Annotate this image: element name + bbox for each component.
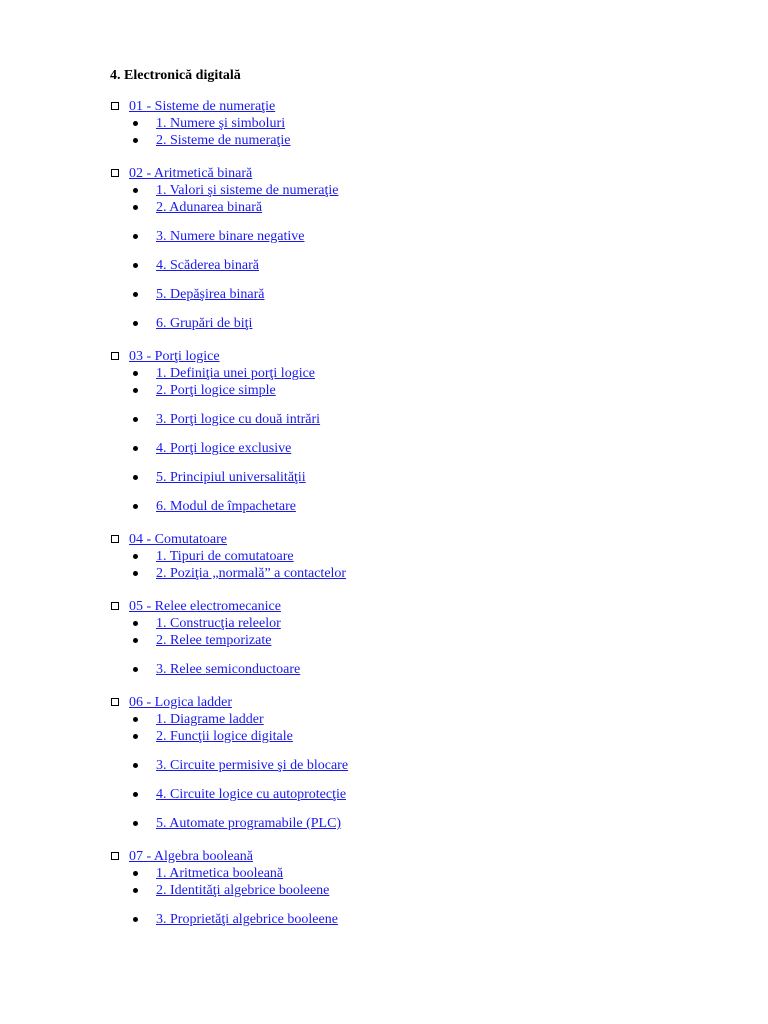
- item-link[interactable]: 2. Porţi logice simple: [156, 383, 276, 398]
- item-link[interactable]: 2. Poziţia „normală” a contactelor: [156, 566, 347, 581]
- section-link-05[interactable]: 05 - Relee electromecanice: [129, 599, 281, 614]
- bullet-icon: [133, 188, 138, 193]
- bullet-icon: [133, 554, 138, 559]
- item-link[interactable]: 3. Proprietăţi algebrice booleene: [156, 912, 338, 927]
- item-link[interactable]: 1. Valori şi sisteme de numeraţie: [156, 183, 339, 198]
- item-link[interactable]: 1. Construcţia releelor: [156, 616, 281, 631]
- bullet-icon: [133, 717, 138, 722]
- section-link-02[interactable]: 02 - Aritmetică binară: [129, 166, 253, 181]
- bullet-icon: [133, 205, 138, 210]
- bullet-icon: [133, 917, 138, 922]
- section-link-07[interactable]: 07 - Algebra booleană: [129, 849, 254, 864]
- bullet-icon: [133, 292, 138, 297]
- item-link[interactable]: 2. Relee temporizate: [156, 633, 272, 648]
- bullet-icon: [133, 417, 138, 422]
- bullet-icon: [133, 888, 138, 893]
- bullet-icon: [133, 821, 138, 826]
- bullet-icon: [133, 263, 138, 268]
- item-link[interactable]: 1. Definiţia unei porţi logice: [156, 366, 316, 381]
- bullet-icon: [133, 388, 138, 393]
- bullet-icon: [133, 763, 138, 768]
- bullet-icon: [133, 621, 138, 626]
- bullet-icon: [133, 138, 138, 143]
- item-link[interactable]: 2. Identităţi algebrice booleene: [156, 883, 330, 898]
- bullet-icon: [133, 734, 138, 739]
- bullet-icon: [133, 321, 138, 326]
- item-link[interactable]: 1. Tipuri de comutatoare: [156, 549, 294, 564]
- page-title: 4. Electronică digitală: [110, 68, 241, 83]
- bullet-icon: [133, 667, 138, 672]
- item-link[interactable]: 2. Adunarea binară: [156, 200, 263, 215]
- bullet-icon: [133, 446, 138, 451]
- item-link[interactable]: 3. Relee semiconductoare: [156, 662, 301, 677]
- bullet-icon: [133, 121, 138, 126]
- item-link[interactable]: 5. Principiul universalităţii: [156, 470, 306, 485]
- item-link[interactable]: 3. Circuite permisive şi de blocare: [156, 758, 349, 773]
- item-link[interactable]: 4. Circuite logice cu autoprotecţie: [156, 787, 347, 802]
- item-link[interactable]: 1. Diagrame ladder: [156, 712, 264, 727]
- item-link[interactable]: 3. Porţi logice cu două intrări: [156, 412, 321, 427]
- bullet-icon: [133, 475, 138, 480]
- item-link[interactable]: 1. Numere şi simboluri: [156, 116, 286, 131]
- square-bullet-icon: [111, 698, 119, 706]
- item-link[interactable]: 2. Sisteme de numeraţie: [156, 133, 291, 148]
- item-link[interactable]: 5. Automate programabile (PLC): [156, 816, 342, 831]
- square-bullet-icon: [111, 352, 119, 360]
- item-link[interactable]: 1. Aritmetica booleană: [156, 866, 284, 881]
- item-link[interactable]: 5. Depăşirea binară: [156, 287, 265, 302]
- square-bullet-icon: [111, 852, 119, 860]
- section-link-01[interactable]: 01 - Sisteme de numeraţie: [129, 99, 276, 114]
- bullet-icon: [133, 234, 138, 239]
- square-bullet-icon: [111, 169, 119, 177]
- item-link[interactable]: 6. Grupări de biţi: [156, 316, 253, 331]
- section-link-04[interactable]: 04 - Comutatoare: [129, 532, 227, 547]
- item-link[interactable]: 6. Modul de împachetare: [156, 499, 296, 514]
- bullet-icon: [133, 504, 138, 509]
- section-link-06[interactable]: 06 - Logica ladder: [129, 695, 233, 710]
- section-link-03[interactable]: 03 - Porţi logice: [129, 349, 220, 364]
- item-link[interactable]: 3. Numere binare negative: [156, 229, 305, 244]
- item-link[interactable]: 2. Funcţii logice digitale: [156, 729, 293, 744]
- bullet-icon: [133, 792, 138, 797]
- item-link[interactable]: 4. Scăderea binară: [156, 258, 259, 273]
- bullet-icon: [133, 871, 138, 876]
- bullet-icon: [133, 571, 138, 576]
- square-bullet-icon: [111, 535, 119, 543]
- square-bullet-icon: [111, 102, 119, 110]
- square-bullet-icon: [111, 602, 119, 610]
- bullet-icon: [133, 638, 138, 643]
- item-link[interactable]: 4. Porţi logice exclusive: [156, 441, 292, 456]
- bullet-icon: [133, 371, 138, 376]
